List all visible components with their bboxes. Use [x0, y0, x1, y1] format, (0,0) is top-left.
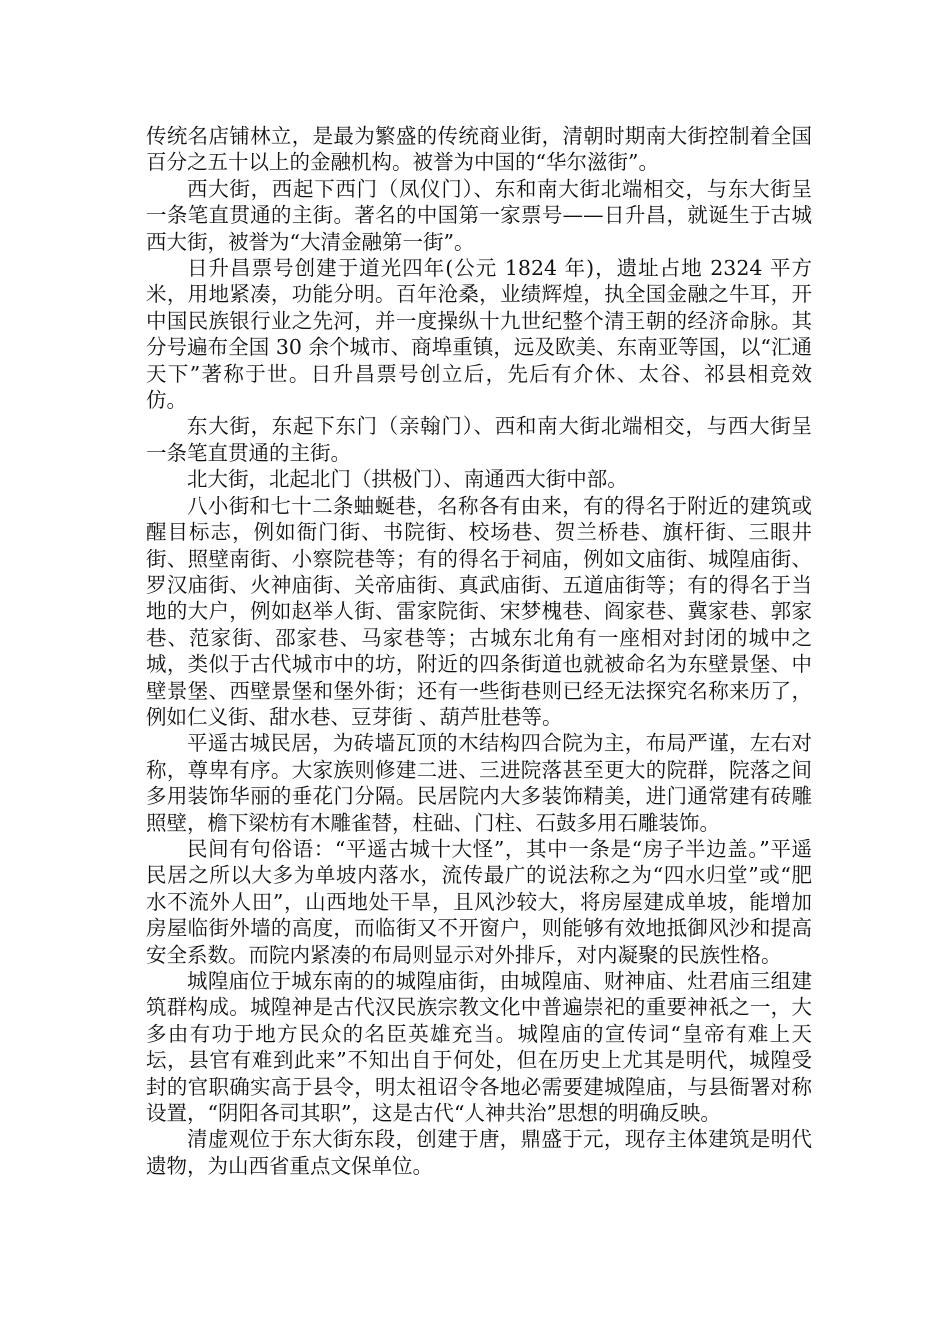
paragraph-beidajie: 北大街，北起北门（拱极门）、南通西大街中部。: [187, 467, 628, 492]
paragraph-xidajie: 西大街，西起下西门（凤仪门）、东和南大街北端相交，与东大街呈一条笔直贯通的主街。著名的中国第一家票号——日升昌，就诞生于古城西大街，被誉为“大清金融第一街”。: [146, 176, 812, 254]
paragraph-qingxu-temple: 清虚观位于东大街东段，创建于唐，鼎盛于元，现存主体建筑是明代遗物，为山西省重点文保单位。: [146, 1127, 812, 1178]
paragraph-rishengchang: 日升昌票号创建于道光四年(公元 1824 年)，遗址占地 2324 平方米，用地紧凑，功能分明。百年沧桑，业绩辉煌，执全国金融之牛耳，开中国民族银行业之先河，并一度操纵十九世纪整个清王朝的经济命脉。其分号遍布全国 30 余个城市、商埠重镇，远及欧美、东南亚等国，以“汇通天下”著称于世。日升昌票号创立后，先后有介休、太谷、祁县相竞效仿。: [146, 256, 812, 413]
paragraph-alleys: 八小街和七十二条蚰蜒巷，名称各有由来，有的得名于附近的建筑或醒目标志，例如衙门街、书院街、校场巷、贺兰桥巷、旗杆街、三眼井街、照壁南街、小察院巷等；有的得名于祠庙，例如文庙街、城隍庙街、罗汉庙街、火神庙街、关帝庙街、真武庙街、五道庙街等；有的得名于当地的大户，例如赵举人街、雷家院街、宋梦槐巷、阎家巷、冀家巷、郭家巷、范家街、邵家巷、马家巷等；古城东北角有一座相对封闭的城中之城，类似于古代城市中的坊，附近的四条街道也就被命名为东壁景堡、中壁景堡、西壁景堡和堡外街；还有一些街巷则已经无法探究名称来历了，例如仁义街、甜水巷、豆芽街 、葫芦肚巷等。: [146, 493, 812, 729]
paragraph-dongdajie: 东大街，东起下东门（亲翰门）、西和南大街北端相交，与西大街呈一条笔直贯通的主街。: [146, 414, 812, 465]
document-body: [146, 123, 812, 1179]
paragraph-nandajie-finance: 传统名店铺林立，是最为繁盛的传统商业街，清朝时期南大街控制着全国百分之五十以上的金融机构。被誉为中国的“华尔滋街”。: [146, 124, 812, 175]
paragraph-folk-saying: 民间有句俗语：“平遥古城十大怪”，其中一条是“房子半边盖。”平遥民居之所以大多为单坡内落水，流传最广的说法称之为“四水归堂”或“肥水不流外人田”，山西地处干旱，且风沙较大，将房屋建成单坡，能增加房屋临街外墙的高度，而临街又不开窗户，则能够有效地抵御风沙和提高安全系数。而院内紧凑的布局则显示对外排斥，对内凝聚的民族性格。: [146, 836, 812, 967]
paragraph-residences: 平遥古城民居，为砖墙瓦顶的木结构四合院为主，布局严谨，左右对称，尊卑有序。大家族则修建二进、三进院落甚至更大的院群，院落之间多用装饰华丽的垂花门分隔。民居院内大多装饰精美，进门通常建有砖雕照壁，檐下梁枋有木雕雀替，柱础、门柱、石鼓多用石雕装饰。: [146, 731, 812, 835]
paragraph-city-god-temple: 城隍庙位于城东南的的城隍庙街，由城隍庙、财神庙、灶君庙三组建筑群构成。城隍神是古代汉民族宗教文化中普遍崇祀的重要神祇之一，大多由有功于地方民众的名臣英雄充当。城隍庙的宣传词“皇帝有难上天坛，县官有难到此来”不知出自于何处，但在历史上尤其是明代，城隍受封的官职确实高于县令，明太祖诏令各地必需要建城隍庙，与县衙署对称设置，“阴阳各司其职”，这是古代“人神共治”思想的明确反映。: [146, 969, 812, 1126]
